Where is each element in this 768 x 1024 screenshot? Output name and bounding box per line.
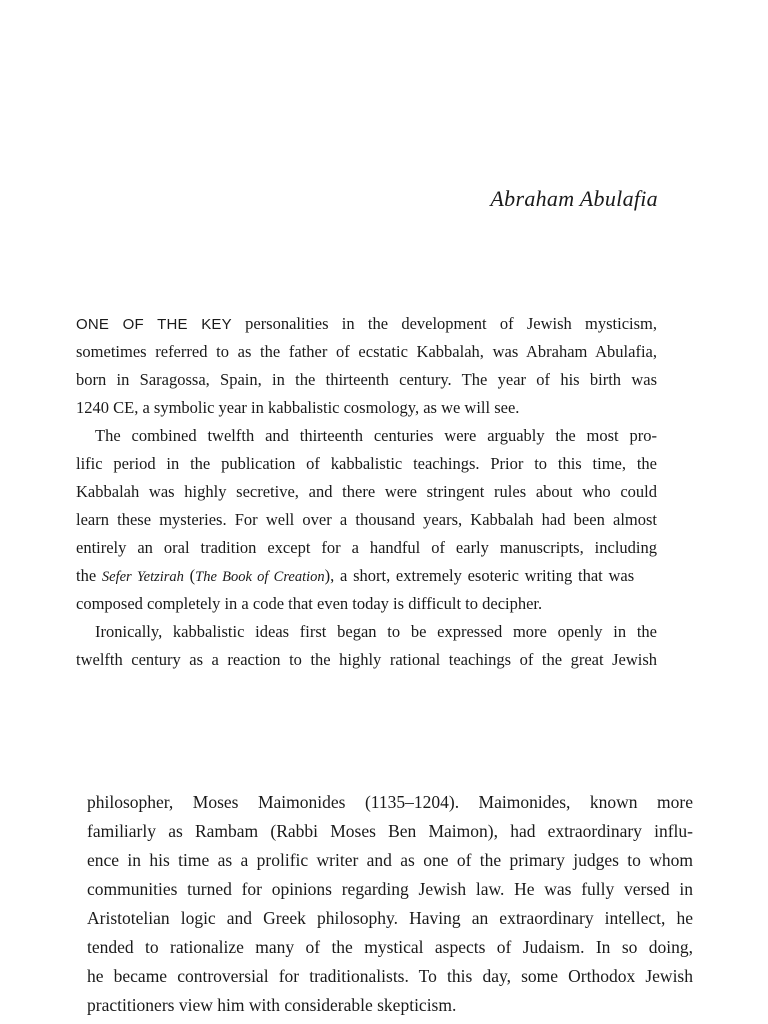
text-line: he became controversial for traditionalists. To this day, some Orthodox Jewish — [87, 966, 693, 986]
text-line: twelfth century as a reaction to the highly rational teachings of the great Jewish — [76, 650, 657, 669]
text-line: sometimes referred to as the father of ecstatic Kabbalah, was Abraham Abulafia, — [76, 342, 657, 361]
text-line: lific period in the publication of kabbalistic teachings. Prior to this time, the — [76, 454, 657, 473]
text-line: Kabbalah was highly secretive, and there were stringent rules about who could — [76, 482, 657, 501]
text-line: born in Saragossa, Spain, in the thirteenth century. The year of his birth was — [76, 370, 657, 389]
text-line: ence in his time as a prolific writer and as one of the primary judges to whom — [87, 850, 693, 870]
text-line: composed completely in a code that even today is difficult to decipher. — [76, 594, 543, 613]
text-line: familiarly as Rambam (Rabbi Moses Ben Maimon), had extraordinary influ- — [87, 821, 693, 841]
text-span: ( — [183, 566, 196, 585]
text-line — [76, 314, 657, 335]
book-title: The Book of Creation — [195, 569, 325, 585]
text-span: the — [76, 566, 102, 585]
text-span: ), a short, extremely esoteric writing that was — [324, 566, 635, 585]
book-title: Sefer Yetzirah — [101, 569, 184, 585]
text-line — [76, 566, 657, 587]
text-line: entirely an oral tradition except for a handful of early manuscripts, including — [76, 538, 657, 557]
text-line: Ironically, kabbalistic ideas first began to be expressed more openly in the — [95, 622, 657, 641]
text-line: communities turned for opinions regarding Jewish law. He was fully versed in — [87, 879, 693, 899]
text-line: philosopher, Moses Maimonides (1135–1204). Maimonides, known more — [87, 792, 693, 812]
text-line: practitioners view him with considerable skepticism. — [87, 995, 457, 1015]
text-line: The combined twelfth and thirteenth centuries were arguably the most pro- — [95, 426, 657, 445]
text-line: learn these mysteries. For well over a thousand years, Kabbalah had been almost — [76, 510, 657, 529]
text-line: tended to rationalize many of the mystical aspects of Judaism. In so doing, — [87, 937, 693, 957]
text-span: personalities in the development of Jewish mysticism, — [231, 314, 658, 333]
chapter-title: Abraham Abulafia — [490, 186, 658, 211]
text-line: Aristotelian logic and Greek philosophy. Having an extraordinary intellect, he — [87, 908, 693, 928]
lead-caps: ONE OF THE KEY — [76, 316, 232, 333]
text-line: 1240 CE, a symbolic year in kabbalistic cosmology, as we will see. — [76, 398, 520, 417]
